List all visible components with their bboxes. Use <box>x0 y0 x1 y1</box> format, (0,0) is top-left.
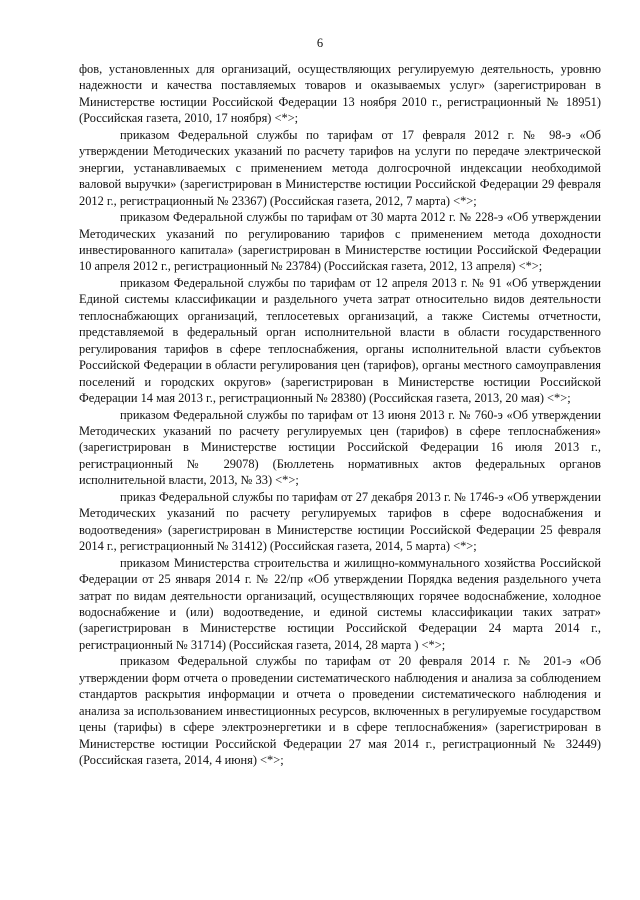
paragraph-order-201-e: приказом Федеральной службы по тарифам от 20 февраля 2014 г. № 201-э «Об утверждении форм отчета о проведении систематического наблюдения и анализа за соблюдением стандартов раскрытия информации и отчета о проведении систематического наблюдения и анализа за использованием инвестиционных ресурсов, включенных в регулируемые государством цены (тарифы) в сфере электроэнергетики и в сфере теплоснабжения» (зарегистрирован в Министерстве юстиции Российской Федерации 27 мая 2014 г., регистрационный № 32449) (Российская газета, 2014, 4 июня) <*>; <box>79 654 601 768</box>
paragraph-order-228-e: приказом Федеральной службы по тарифам от 30 марта 2012 г. № 228-э «Об утверждении Методических указаний по регулированию тарифов с применением метода доходности инвестированного капитала» (зарегистрирован в Министерстве юстиции Российской Федерации 10 апреля 2012 г., регистрационный № 23784) (Российская газета, 2012, 13 апреля) <*>; <box>79 210 601 274</box>
paragraph-continuation: фов, установленных для организаций, осуществляющих регулируемую деятельность, уровню надежности и качества поставляемых товаров и оказываемых услуг» (зарегистрирован в Министерстве юстиции Российской Федерации 13 ноября 2010 г., регистрационный № 18951) (Российская газета, 2010, 17 ноября) <*>; <box>79 62 601 126</box>
document-body <box>79 61 601 768</box>
paragraph-order-22-pr: приказом Министерства строительства и жилищно-коммунального хозяйства Российской Федерации от 25 января 2014 г. № 22/пр «Об утверждении Порядка ведения раздельного учета затрат по видам деятельности организаций, осуществляющих горячее водоснабжение, холодное водоснабжение и (или) водоотведение, и единой системы классификации таких затрат» (зарегистрирован в Министерстве юстиции Российской Федерации 24 марта 2014 г., регистрационный № 31714) (Российская газета, 2014, 28 марта ) <*>; <box>79 555 601 652</box>
paragraph-order-98-e: приказом Федеральной службы по тарифам от 17 февраля 2012 г. № 98-э «Об утверждении Методических указаний по расчету тарифов на услуги по передаче электрической энергии, устанавливаемых с применением метода долгосрочной индексации необходимой валовой выручки» (зарегистрирован в Министерстве юстиции Российской Федерации 29 февраля 2012 г., регистрационный № 23367) (Российская газета, 2012, 7 марта) <*>; <box>79 127 601 208</box>
page-number: 6 <box>316 36 324 50</box>
paragraph-order-760-e: приказом Федеральной службы по тарифам от 13 июня 2013 г. № 760-э «Об утверждении Методических указаний по расчету регулируемых цен (тарифов) в сфере теплоснабжения» (зарегистрирован в Министерстве юстиции Российской Федерации 16 июля 2013 г., регистрационный № 29078) (Бюллетень нормативных актов федеральных органов исполнительной власти, 2013, № 33) <*>; <box>79 407 601 488</box>
paragraph-order-91: приказом Федеральной службы по тарифам от 12 апреля 2013 г. № 91 «Об утверждении Единой системы классификации и раздельного учета затрат относительно видов деятельности теплоснабжающих организаций, теплосетевых организаций, а также Системы отчетности, представляемой в федеральный орган исполнительной власти в области государственного регулирования тарифов в сфере теплоснабжения, органы исполнительной власти субъектов Российской Федерации в области регулирования цен (тарифов), органы местного самоуправления поселений и городских округов» (зарегистрирован в Министерстве юстиции Российской Федерации 14 мая 2013 г., регистрационный № 28380) (Российская газета, 2013, 20 мая) <*>; <box>79 275 601 406</box>
paragraph-order-1746-e: приказ Федеральной службы по тарифам от 27 декабря 2013 г. № 1746-э «Об утверждении Методических указаний по расчету регулируемых тарифов в сфере водоснабжения и водоотведения» (зарегистрирован в Министерстве юстиции Российской Федерации 25 февраля 2014 г., регистрационный № 31412) (Российская газета, 2014, 5 марта) <*>; <box>79 489 601 554</box>
